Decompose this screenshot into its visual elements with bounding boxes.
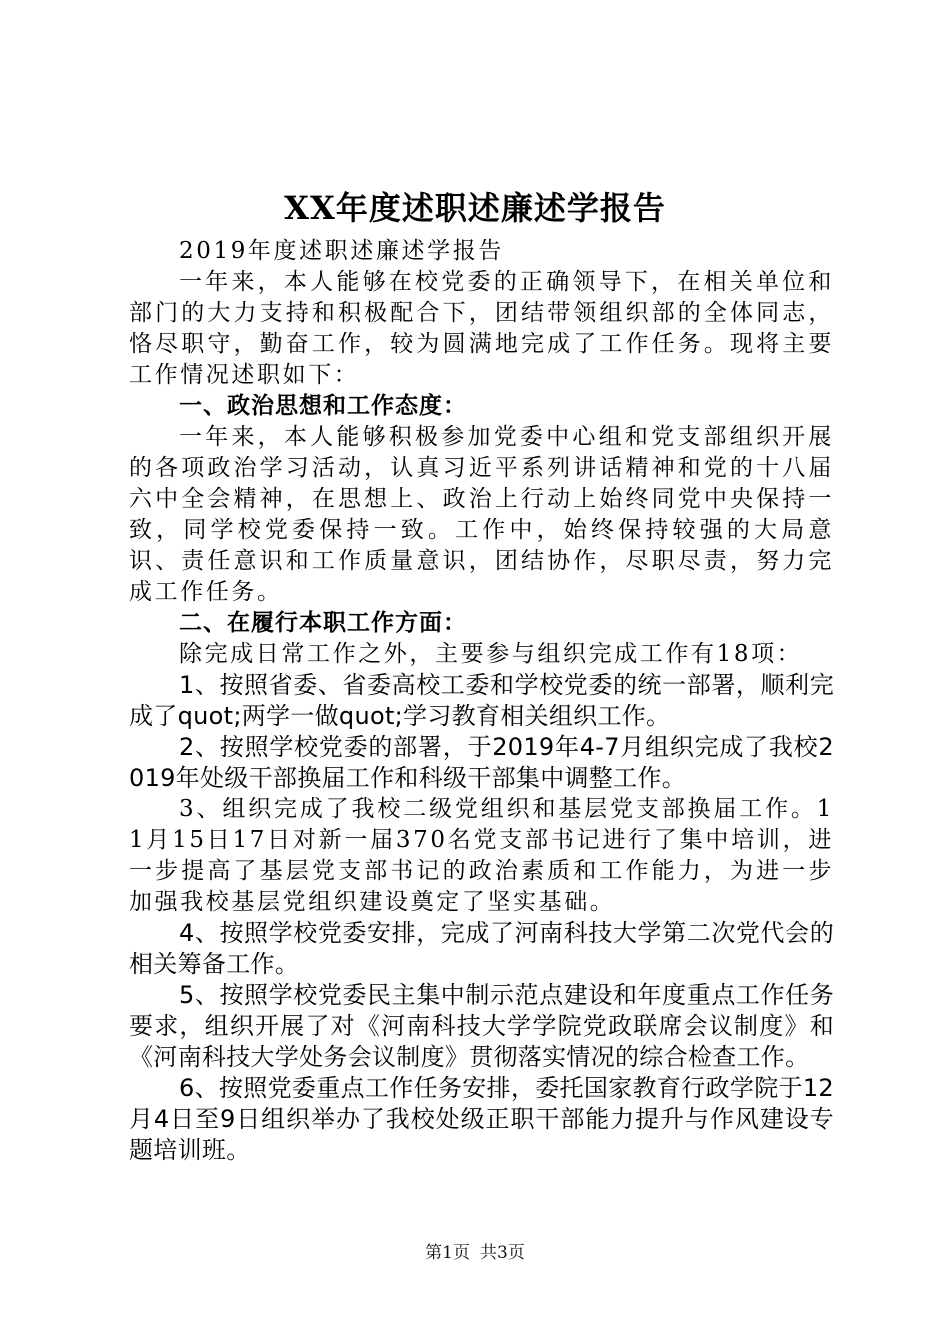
section-heading-duties: 二、在履行本职工作方面： <box>179 610 467 636</box>
intro-paragraph: 一年来，本人能够在校党委的正确领导下，在相关单位和部门的大力支持和积极配合下，团结带领组织部的全体同志，恪尽职守，勤奋工作，较为圆满地完成了工作任务。现将主要工作情况述职如下： <box>129 269 834 388</box>
political-paragraph: 一年来，本人能够积极参加党委中心组和党支部组织开展的各项政治学习活动，认真习近平系列讲话精神和党的十八届六中全会精神，在思想上、政治上行动上始终同党中央保持一致，同学校党委保持一致。工作中，始终保持较强的大局意识、责任意识和工作质量意识，团结协作，尽职尽责，努力完成工作任务。 <box>129 424 834 605</box>
document-body <box>129 236 834 1166</box>
item-2-paragraph: 2、按照学校党委的部署，于2019年4-7月组织完成了我校2019年处级干部换届工作和科级干部集中调整工作。 <box>129 733 834 792</box>
section-heading-political: 一、政治思想和工作态度： <box>179 393 467 419</box>
item-5-paragraph: 5、按照学校党委民主集中制示范点建设和年度重点工作任务要求，组织开展了对《河南科技大学学院党政联席会议制度》和《河南科技大学处务会议制度》贯彻落实情况的综合检查工作。 <box>129 981 834 1071</box>
item-1-paragraph: 1、按照省委、省委高校工委和学校党委的统一部署，顺利完成了quot;两学一做quot;学习教育相关组织工作。 <box>129 671 834 730</box>
document-title: XX年度述职述廉述学报告 <box>284 189 666 227</box>
item-4-paragraph: 4、按照学校党委安排，完成了河南科技大学第二次党代会的相关筹备工作。 <box>129 919 834 978</box>
duties-intro-paragraph: 除完成日常工作之外，主要参与组织完成工作有18项： <box>179 641 803 667</box>
page-number: 第1页 <box>425 1243 470 1263</box>
subtitle-paragraph: 2019年度述职述廉述学报告 <box>179 238 504 264</box>
item-3-paragraph: 3、组织完成了我校二级党组织和基层党支部换届工作。11月15日17日对新一届370名党支部书记进行了集中培训，进一步提高了基层党支部书记的政治素质和工作能力，为进一步加强我校基层党组织建设奠定了坚实基础。 <box>129 796 834 915</box>
page-footer <box>0 1242 950 1264</box>
item-6-paragraph: 6、按照党委重点工作任务安排，委托国家教育行政学院于12月4日至9日组织举办了我校处级正职干部能力提升与作风建设专题培训班。 <box>129 1074 834 1164</box>
page-total: 共3页 <box>480 1243 525 1263</box>
